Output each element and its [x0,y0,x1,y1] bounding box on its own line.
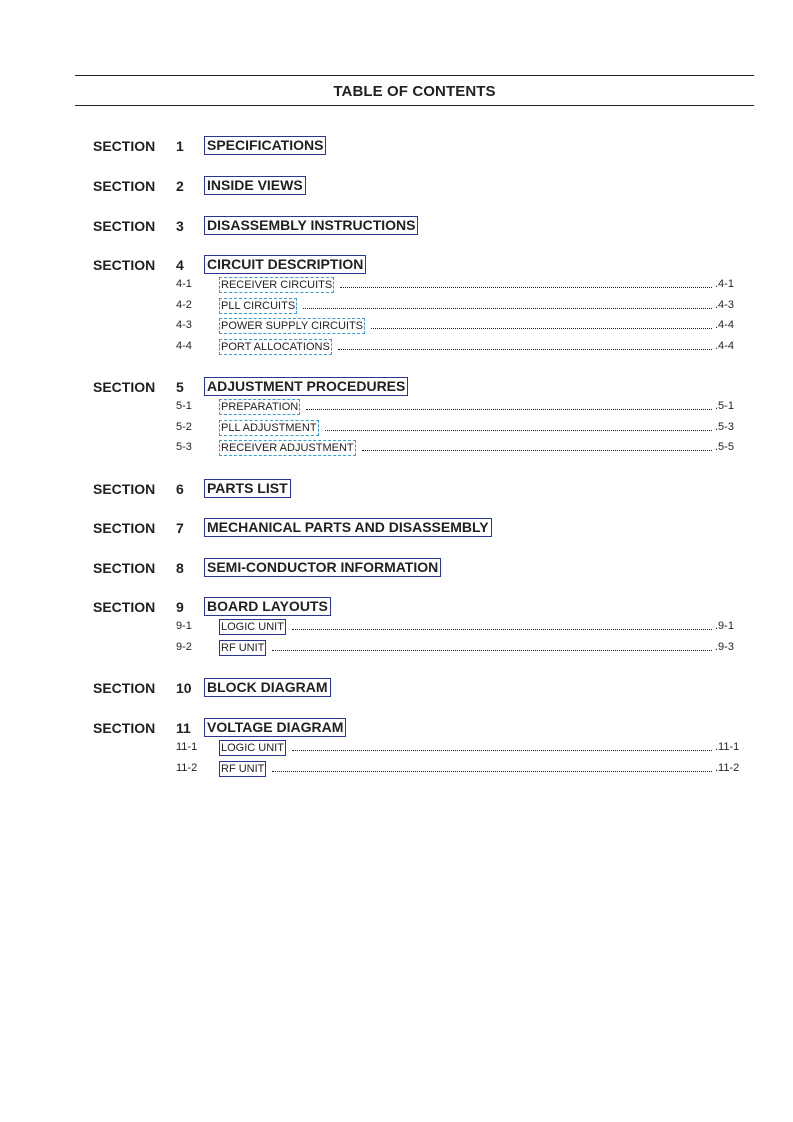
section-link[interactable]: CIRCUIT DESCRIPTION [204,255,366,274]
dot-leader [303,308,712,309]
subsection-link[interactable]: PLL ADJUSTMENT [221,421,317,434]
section-number: 4 [176,257,184,273]
section-link[interactable]: MECHANICAL PARTS AND DISASSEMBLY [204,518,492,537]
subsection-number: 9-2 [176,640,192,653]
subsection-number: 5-3 [176,441,192,454]
subsection-row [0,298,793,314]
subsection-link[interactable]: LOGIC UNIT [221,742,284,754]
subsection-number: 11-1 [176,741,198,753]
section-number: 10 [176,680,192,696]
subsection-row [0,740,793,756]
subsection-number: 9-1 [176,620,192,632]
section-number: 8 [176,560,184,576]
section-row [0,176,793,196]
section-link[interactable]: ADJUSTMENT PROCEDURES [204,377,408,396]
subsection-number: 4-4 [176,340,192,353]
subsection-row [0,440,793,456]
section-link[interactable]: BOARD LAYOUTS [204,597,331,616]
subsection-link[interactable]: LOGIC UNIT [221,621,284,633]
page-number: .4-4 [715,340,734,353]
subsection-row [0,420,793,436]
page-number: .11-1 [715,741,740,753]
section-row [0,518,793,538]
page-number: .9-3 [715,640,734,653]
section-row [0,597,793,617]
page-number: .5-5 [715,441,734,454]
subsection-link[interactable]: PORT ALLOCATIONS [221,341,330,354]
section-number: 2 [176,178,184,194]
subsection-row [0,640,793,656]
section-number: 11 [176,720,191,736]
subsection-number: 4-1 [176,278,192,290]
section-row [0,718,793,738]
section-label: SECTION [93,560,156,576]
section-number: 5 [176,379,184,395]
subsection-number: 11-2 [176,761,198,774]
subsection-row [0,339,793,355]
section-row [0,678,793,698]
dot-leader [338,349,712,350]
subsection-number: 5-1 [176,400,192,412]
section-link[interactable]: BLOCK DIAGRAM [204,678,331,697]
dot-leader [272,650,712,651]
page-number: .5-1 [715,400,734,412]
section-link[interactable]: SEMI-CONDUCTOR INFORMATION [204,558,441,577]
subsection-link[interactable]: PREPARATION [221,401,299,413]
page-title: TABLE OF CONTENTS [333,83,496,100]
section-label: SECTION [93,379,156,395]
section-row [0,479,793,499]
page-number: .4-4 [715,319,734,332]
section-number: 1 [176,138,184,154]
toc-header [75,75,754,106]
section-label: SECTION [93,138,156,154]
dot-leader [340,287,712,288]
dot-leader [292,629,712,630]
page-number: .9-1 [715,620,734,632]
subsection-number: 4-3 [176,319,192,332]
section-number: 7 [176,520,184,536]
section-row [0,558,793,578]
subsection-link[interactable]: RF UNIT [221,762,265,775]
subsection-row [0,318,793,334]
section-row [0,255,793,275]
section-label: SECTION [93,178,156,194]
section-row [0,377,793,397]
dot-leader [272,771,712,772]
subsection-row [0,277,793,293]
subsection-number: 4-2 [176,298,192,311]
section-link[interactable]: SPECIFICATIONS [204,136,326,155]
section-row [0,216,793,236]
subsection-link[interactable]: POWER SUPPLY CIRCUITS [221,320,364,333]
page-number: .4-1 [715,278,734,290]
dot-leader [325,430,712,431]
section-label: SECTION [93,257,156,273]
dot-leader [362,450,712,451]
section-number: 6 [176,481,184,497]
page-number: .4-3 [715,298,734,311]
section-link[interactable]: DISASSEMBLY INSTRUCTIONS [204,216,418,235]
subsection-row [0,619,793,635]
section-label: SECTION [93,218,156,234]
subsection-link[interactable]: RECEIVER CIRCUITS [221,279,333,291]
page-number: .5-3 [715,420,734,433]
section-number: 9 [176,599,184,615]
dot-leader [371,328,712,329]
section-link[interactable]: VOLTAGE DIAGRAM [204,718,346,737]
section-label: SECTION [93,520,156,536]
section-link[interactable]: PARTS LIST [204,479,291,498]
subsection-link[interactable]: PLL CIRCUITS [221,299,296,312]
dot-leader [292,750,712,751]
subsection-number: 5-2 [176,420,192,433]
section-link[interactable]: INSIDE VIEWS [204,176,306,195]
section-label: SECTION [93,720,156,736]
section-label: SECTION [93,481,156,497]
section-row [0,136,793,156]
subsection-link[interactable]: RECEIVER ADJUSTMENT [221,442,354,455]
section-number: 3 [176,218,184,234]
section-label: SECTION [93,680,156,696]
subsection-row [0,761,793,777]
subsection-row [0,399,793,415]
section-label: SECTION [93,599,156,615]
dot-leader [306,409,712,410]
subsection-link[interactable]: RF UNIT [221,641,265,654]
page-number: .11-2 [715,761,740,774]
